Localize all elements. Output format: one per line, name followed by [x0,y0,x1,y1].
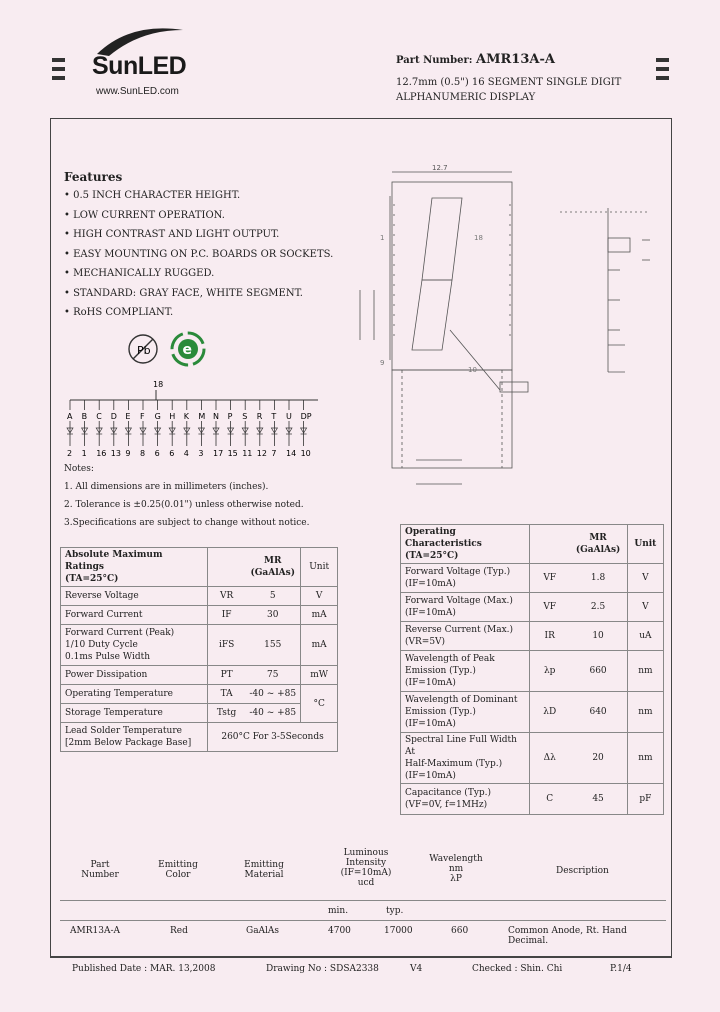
value: 45 [569,784,627,815]
feature-item: • STANDARD: GRAY FACE, WHITE SEGMENT. [64,287,303,299]
symbol: λD [529,692,569,733]
common-pin-label: 18 [153,380,164,389]
unit: pF [627,784,663,815]
col-mr-material: (GaAlAs) [575,545,621,555]
footer-drawing-number: Drawing No : SDSA2338 [266,964,379,974]
part-number: AMR13A-A [476,52,555,67]
pin-label: 13 [110,449,121,458]
op-char-title: Operating Characteristics [405,527,482,549]
table-row [401,692,664,733]
value: 2.5 [569,593,627,622]
symbol: TA [208,685,246,704]
circuit-diagram [62,378,327,460]
circuit-segment-r [255,400,267,458]
value: -40 ~ +85 [245,704,301,723]
footer-checked: Checked : Shin. Chi [472,964,563,974]
unit: °C [301,685,338,723]
description-line-2: ALPHANUMERIC DISPLAY [396,92,536,103]
param: Forward Voltage (Typ.) (IF=10mA) [401,564,530,593]
value: 260°C For 3-5Seconds [208,723,338,752]
segment-label: H [169,412,176,421]
param: Lead Solder Temperature [2mm Below Package Base] [61,723,208,752]
circuit-segment-a [65,400,75,458]
value: 155 [245,625,301,666]
value: 640 [569,692,627,733]
symbol: Tstg [208,704,246,723]
rohs-e-icon [168,330,208,368]
param: Forward Current (Peak) 1/10 Duty Cycle 0.1ms Pulse Width [61,625,208,666]
circuit-segment-s [240,400,252,458]
col-unit: Unit [301,548,338,587]
pin-9-label: 9 [380,359,385,367]
footer-version: V4 [410,964,423,974]
row-color: Red [170,926,188,936]
segment-label: D [110,412,117,421]
part-number-label: Part Number: [396,55,473,66]
unit: nm [627,733,663,784]
pb-free-icon [126,332,160,366]
param: Power Dissipation [61,666,208,685]
footer-page: P.1/4 [610,964,632,974]
circuit-segment-n [211,400,223,458]
h-typ: typ. [386,906,404,916]
symbol: VF [529,593,569,622]
note-1: 1. All dimensions are in millimeters (inches). [64,482,269,492]
segment-label: F [140,412,145,421]
segment-label: T [271,412,277,421]
value: 30 [245,606,301,625]
pin-label: 11 [242,449,253,458]
circuit-segment-f [138,400,148,458]
param: Operating Temperature [61,685,208,704]
row-part: AMR13A-A [70,926,120,936]
svg-text:Pb: Pb [137,344,151,357]
segment-label: B [81,412,88,421]
segment-label: DP [300,412,312,421]
segment-label: C [96,412,102,421]
divider [60,900,666,901]
abs-max-title: Absolute Maximum Ratings [65,550,163,572]
row-material: GaAlAs [246,926,280,936]
table-row [401,564,664,593]
notes-title: Notes: [64,464,94,474]
param: Forward Voltage (Max.) (IF=10mA) [401,593,530,622]
pin-label: 12 [256,449,267,458]
unit: mA [301,606,338,625]
table-row [61,685,338,704]
table-row [61,606,338,625]
symbol: λp [529,651,569,692]
segment-label: U [286,412,292,421]
symbol: IR [529,622,569,651]
package-dimension-drawing [350,160,670,500]
feature-item: • 0.5 INCH CHARACTER HEIGHT. [64,190,241,201]
pin-label: 16 [96,449,107,458]
param: Reverse Current (Max.) (VR=5V) [401,622,530,651]
col-mr: MR [589,533,607,543]
value: 660 [569,651,627,692]
pin-18-label: 18 [474,234,483,242]
table-row [61,723,338,752]
h-part-number: Part Number [81,860,119,880]
segment-label: A [67,412,73,421]
param: Spectral Line Full Width At Half-Maximum (Typ.) (IF=10mA) [401,733,530,784]
value: 10 [569,622,627,651]
circuit-segment-k [182,400,192,458]
pin-label: 2 [67,449,73,458]
param: Forward Current [61,606,208,625]
segment-label: E [125,412,131,421]
pin-label: 10 [300,449,311,458]
footer-divider [50,957,672,958]
circuit-segment-d [109,400,121,458]
h-min: min. [328,906,349,916]
pin-label: 4 [183,449,189,458]
col-mr-material: (GaAlAs) [250,568,295,578]
circuit-segment-u [284,400,296,458]
circuit-segment-p [226,400,238,458]
param: Reverse Voltage [61,587,208,606]
symbol: iFS [208,625,246,666]
pin-label: 7 [271,449,277,458]
feature-item: • MECHANICALLY RUGGED. [64,268,215,279]
value: -40 ~ +85 [245,685,301,704]
row-wavelength: 660 [451,926,469,936]
unit: V [627,564,663,593]
symbol: PT [208,666,246,685]
h-description: Description [556,866,609,876]
symbol: C [529,784,569,815]
right-decor-bars [656,58,669,85]
circuit-segment-dp [299,400,312,458]
table-row [401,651,664,692]
dim-top-label: 12.7 [432,164,448,172]
param: Wavelength of Peak Emission (Typ.) (IF=10mA) [401,651,530,692]
value: 1.8 [569,564,627,593]
pin-label: 6 [169,449,175,458]
op-char-cond: (TA=25°C) [405,551,459,561]
segment-label: M [198,412,206,421]
circuit-segment-b [80,400,90,458]
logo-text: SunLED [92,52,187,80]
symbol: Δλ [529,733,569,784]
unit: V [301,587,338,606]
circuit-segment-e [123,400,133,458]
segment-label: K [183,412,190,421]
param: Capacitance (Typ.) (VF=0V, f=1MHz) [401,784,530,815]
row-description: Common Anode, Rt. Hand Decimal. [508,926,627,946]
row-min: 4700 [328,926,351,936]
table-row [401,622,664,651]
table-row [401,733,664,784]
pin-label: 9 [125,449,131,458]
table-row [401,593,664,622]
unit: uA [627,622,663,651]
segment-label: N [213,412,219,421]
unit: nm [627,692,663,733]
h-emitting-material: Emitting Material [244,860,284,880]
h-wavelength: Wavelength nm λP [429,854,483,884]
pin-label: 8 [140,449,146,458]
pin-label: 17 [213,449,224,458]
segment-label: G [154,412,161,421]
feature-item: • HIGH CONTRAST AND LIGHT OUTPUT. [64,229,280,240]
circuit-segment-c [94,400,106,458]
circuit-segment-g [153,400,163,458]
pin-label: 14 [286,449,297,458]
note-3: 3.Specifications are subject to change without notice. [64,518,310,528]
circuit-segment-m [196,400,206,458]
circuit-segment-t [269,400,279,458]
col-unit: Unit [627,525,663,564]
table-row [61,666,338,685]
unit: nm [627,651,663,692]
unit: mA [301,625,338,666]
feature-item: • EASY MOUNTING ON P.C. BOARDS OR SOCKETS. [64,248,334,260]
footer-published: Published Date : MAR. 13,2008 [72,964,216,974]
table-row [61,704,338,723]
abs-max-cond: (TA=25°C) [65,574,119,584]
param: Storage Temperature [61,704,208,723]
symbol: VR [208,587,246,606]
absolute-max-ratings-table [60,547,338,752]
value: 75 [245,666,301,685]
left-decor-bars [52,58,65,85]
feature-item: • LOW CURRENT OPERATION. [64,209,225,221]
operating-characteristics-table [400,524,664,815]
value: 5 [245,587,301,606]
description-line-1: 12.7mm (0.5") 16 SEGMENT SINGLE DIGIT [396,77,622,88]
features-title: Features [64,170,123,184]
circuit-segment-h [167,400,177,458]
feature-item: • RoHS COMPLIANT. [64,307,174,318]
col-mr: MR [264,556,282,566]
table-row [61,587,338,606]
selection-guide [60,846,666,946]
value: 20 [569,733,627,784]
h-emitting-color: Emitting Color [158,860,198,880]
segment-label: P [227,412,233,421]
segment-label: R [256,412,263,421]
table-row [61,625,338,666]
pin-label: 3 [198,449,204,458]
symbol: VF [529,564,569,593]
divider [60,920,666,921]
symbol: IF [208,606,246,625]
pin-10-label: 10 [468,366,477,374]
row-typ: 17000 [384,926,413,936]
svg-text:e: e [182,342,192,358]
param: Wavelength of Dominant Emission (Typ.) (IF=10mA) [401,692,530,733]
unit: V [627,593,663,622]
features-list [64,186,333,323]
pin-label: 1 [81,449,87,458]
pin-1-label: 1 [380,234,385,242]
pin-label: 6 [154,449,160,458]
company-url[interactable]: www.SunLED.com [96,86,179,97]
pin-label: 15 [227,449,238,458]
segment-label: S [242,412,248,421]
table-row [401,784,664,815]
note-2: 2. Tolerance is ±0.25(0.01") unless otherwise noted. [64,500,304,510]
h-luminous-intensity: Luminous Intensity (IF=10mA) ucd [340,848,392,888]
unit: mW [301,666,338,685]
